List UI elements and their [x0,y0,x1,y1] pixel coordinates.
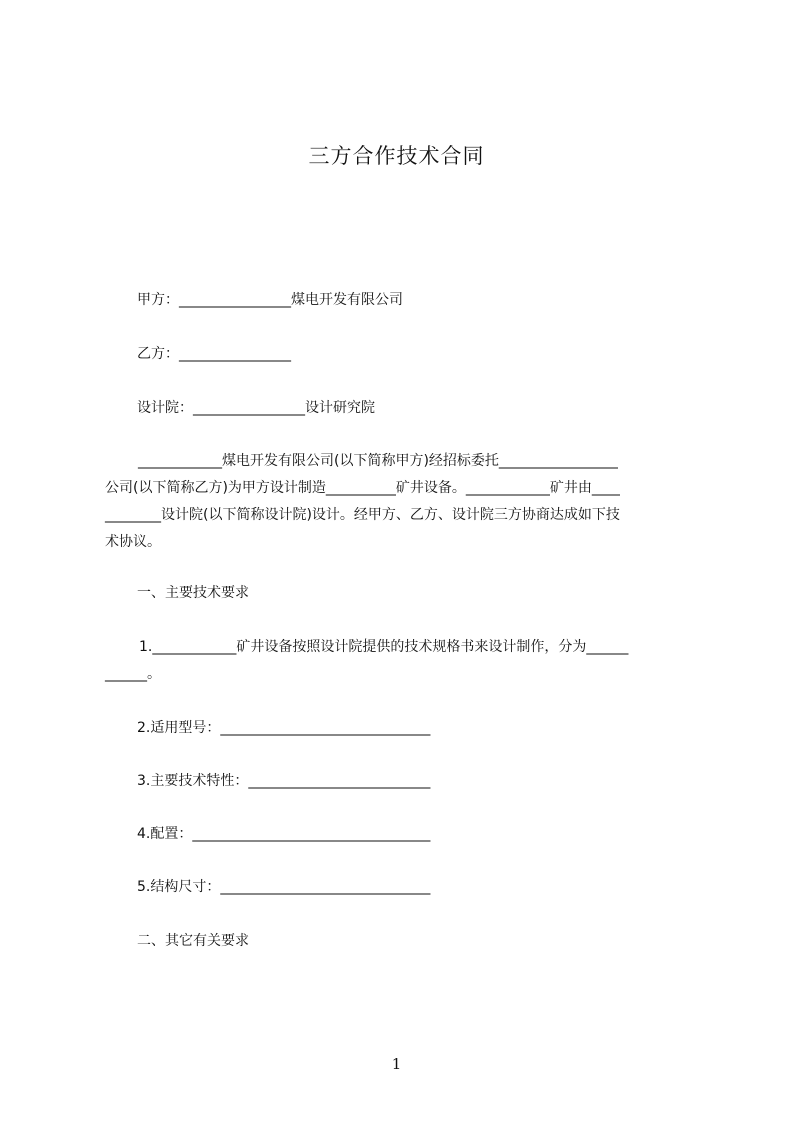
section-1-item-3: 3.主要技术特性：__________________________ [137,773,431,789]
section-1-item-2: 2.适用型号：______________________________ [137,720,431,736]
document-title: 三方合作技术合同 [308,144,485,168]
page-number: 1 [391,1055,402,1073]
intro-paragraph [105,448,705,556]
section-2-heading: 二、其它有关要求 [137,933,249,949]
intro-line-3: ________设计院(以下简称设计院)设计。经甲方、乙方、设计院三方协商达成如下技 [105,507,620,523]
party-a-line: 甲方：________________煤电开发有限公司 [137,292,403,308]
section-1-item-5: 5.结构尺寸：______________________________ [137,879,431,895]
design-institute-line: 设计院：________________设计研究院 [137,400,375,416]
section-1-item-1-line-2: ______。 [105,666,161,682]
intro-line-2: 公司(以下简称乙方)为甲方设计制造__________矿井设备。____________矿井由____ [105,480,620,496]
party-b-line: 乙方：________________ [137,346,291,362]
section-1-item-4: 4.配置：__________________________________ [137,826,431,842]
section-1-item-1-line-1: 1.____________矿井设备按照设计院提供的技术规格书来设计制作，分为______ [139,639,629,655]
intro-line-1: ____________煤电开发有限公司(以下简称甲方)经招标委托_________________ [138,453,618,469]
section-1-heading: 一、主要技术要求 [137,585,249,601]
intro-line-4: 术协议。 [105,534,161,550]
